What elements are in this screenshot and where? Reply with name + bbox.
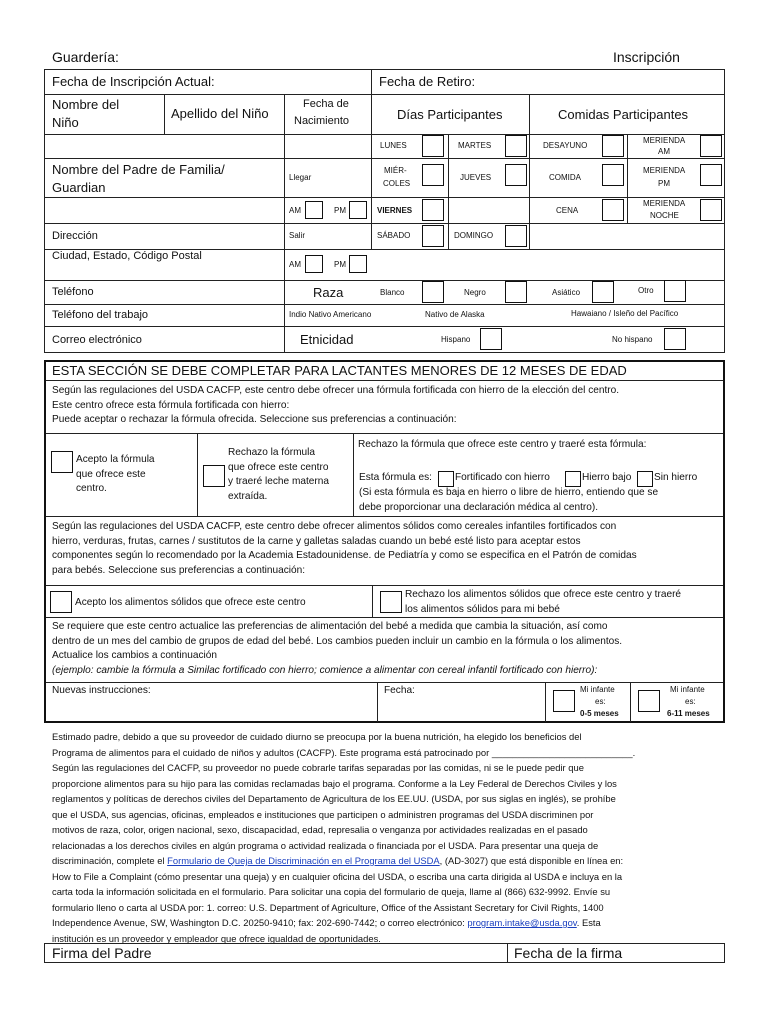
notice-line-14: institución es un proveedor y empleador que ofrece igualdad de oportunidades.	[52, 932, 381, 944]
depart-pm-checkbox[interactable]	[349, 255, 367, 273]
update-policy-example: (ejemplo: cambie la fórmula a Similac fortificado con hierro; comience a alimentar con cereal infantil fortificado con hierro):	[52, 664, 598, 676]
city-label: Ciudad, Estado, Código Postal	[52, 250, 202, 262]
friday-label: VIERNES	[377, 206, 413, 215]
arrive-pm-checkbox[interactable]	[349, 201, 367, 219]
days-label: Días Participantes	[397, 107, 503, 122]
race-alaska-label: Nativo de Alaska	[425, 310, 485, 319]
wednesday-label: MIÉR-	[384, 166, 407, 175]
fortified-iron-label: Fortificado con hierro	[455, 472, 550, 483]
medical-note-line-2: debe proporcionar una declaración médica al centro).	[359, 501, 599, 513]
parent-name-label: Nombre del Padre de Familia/	[52, 162, 225, 177]
tuesday-checkbox[interactable]	[505, 135, 527, 157]
accept-solids-checkbox[interactable]	[50, 591, 72, 613]
snack-am-checkbox[interactable]	[700, 135, 722, 157]
thursday-label: JUEVES	[460, 173, 492, 182]
tuesday-label: MARTES	[458, 141, 492, 150]
enrollment-label: Inscripción	[613, 49, 680, 65]
formula-is-label: Esta fórmula es:	[359, 472, 432, 483]
ethnicity-label: Etnicidad	[300, 332, 354, 347]
formula-policy-line-3: Puede aceptar o rechazar la fórmula ofrecida. Seleccione sus preferencias a continuación:	[52, 414, 457, 426]
arrive-label: Llegar	[289, 173, 312, 182]
phone-label: Teléfono	[52, 286, 94, 298]
medical-note-line-1: (Si esta fórmula es baja en hierro o libre de hierro, entiendo que se	[359, 487, 659, 498]
complaint-form-link[interactable]: Formulario de Queja de Discriminación en el Programa del USDA	[167, 855, 440, 866]
breakfast-label: DESAYUNO	[543, 141, 588, 150]
notice-line-3: Según las regulaciones del CACFP, su proveedor no puede cobrarle tarifas separadas por las comidas, ni se le puede pedir que	[52, 762, 584, 773]
email-link[interactable]: program.intake@usda.gov	[467, 917, 577, 928]
snack-night-label-2: NOCHE	[650, 211, 679, 220]
formula-policy-line-2: Este centro ofrece esta fórmula fortificada con hierro:	[52, 399, 290, 411]
sunday-checkbox[interactable]	[505, 225, 527, 247]
arrive-pm-label: PM	[334, 206, 346, 215]
work-phone-label: Teléfono del trabajo	[52, 309, 149, 321]
snack-pm-label-2: PM	[658, 179, 670, 188]
enrollment-date-label: Fecha de Inscripción Actual:	[52, 74, 215, 89]
monday-label: LUNES	[380, 141, 407, 150]
update-policy-line-1: Se requiere que este centro actualice las preferencias de alimentación del bebé a medida que cambia la situación, así como	[52, 621, 608, 632]
reject-formula-bring-label: Rechazo la fórmula que ofrece este centro y traeré esta fórmula:	[358, 439, 647, 450]
notice-line-11: carta toda la información solicitada en el formulario. Para solicitar una copia del formulario de queja, llame al (866) 632-9992. Envíe su	[52, 886, 611, 897]
race-label: Raza	[313, 285, 344, 300]
nondiscrimination-notice	[52, 729, 635, 946]
birth-date-label-2: Nacimiento	[294, 115, 350, 127]
snack-pm-checkbox[interactable]	[700, 164, 722, 186]
depart-label: Salir	[289, 231, 306, 240]
email-label: Correo electrónico	[52, 334, 142, 346]
race-other-label: Otro	[638, 286, 654, 295]
notice-line-9: discriminación, complete el Formulario de Queja de Discriminación en el Programa del USDA, (AD-3027) que está disponible en línea en:	[52, 855, 624, 866]
snack-am-label: MERIENDA	[643, 136, 686, 145]
friday-checkbox[interactable]	[422, 199, 444, 221]
meals-label: Comidas Participantes	[558, 107, 689, 122]
notice-line-6: que el USDA, sus agencias, oficinas, empleados e instituciones que participen o administren programas del USDA discriminen por	[52, 808, 594, 820]
infant-section-title: ESTA SECCIÓN SE DEBE COMPLETAR PARA LACTANTES MENORES DE 12 MESES DE EDAD	[52, 363, 627, 378]
notice-line-2: Programa de alimentos para el cuidado de niños y adultos (CACFP). Este programa está patrocinado por ___________________________.	[52, 746, 636, 758]
depart-am-checkbox[interactable]	[305, 255, 323, 273]
parent-name-label-2: Guardian	[52, 180, 106, 195]
arrive-am-checkbox[interactable]	[305, 201, 323, 219]
race-hawaiian-label: Hawaiano / Isleño del Pacífico	[571, 309, 679, 318]
snack-am-label-2: AM	[658, 147, 670, 156]
notice-line-12: formulario lleno o carta al USDA por: 1. correo: U.S. Department of Agriculture, Office of the Assistant Secretary for Civil Rights, 1400	[52, 901, 604, 913]
reject-formula-breastmilk-label-3: y traeré leche materna	[228, 476, 329, 488]
new-instructions-label: Nuevas instrucciones:	[52, 685, 151, 696]
fortified-iron-checkbox[interactable]	[438, 471, 454, 487]
update-policy-line-3: Actualice los cambios a continuación	[52, 650, 217, 662]
parent-signature-label: Firma del Padre	[52, 945, 152, 961]
reject-formula-breastmilk-checkbox[interactable]	[203, 465, 225, 487]
race-black-label: Negro	[464, 288, 486, 297]
race-native-american-label: Indio Nativo Americano	[289, 310, 372, 319]
race-white-label: Blanco	[380, 288, 405, 297]
snack-night-checkbox[interactable]	[700, 199, 722, 221]
update-policy-line-2: dentro de un mes del cambio de grupos de edad del bebé. Los cambios pueden incluir un cambio en la fórmula o los alimentos.	[52, 635, 623, 647]
depart-am-label: AM	[289, 260, 301, 269]
infant-0-5-label: Mi infante	[580, 685, 615, 694]
accept-formula-checkbox[interactable]	[51, 451, 73, 473]
non-hispanic-label: No hispano	[612, 335, 653, 344]
accept-formula-label-2: que ofrece este	[76, 468, 146, 480]
reject-formula-breastmilk-label: Rechazo la fórmula	[228, 447, 315, 458]
reject-solids-checkbox[interactable]	[380, 591, 402, 613]
solids-policy-line-4: para bebés. Seleccione sus preferencias a continuación:	[52, 564, 306, 576]
notice-line-10: How to File a Complaint (cómo presentar una queja) y en cualquier oficina del USDA, o escriba una carta dirigida al USDA e incluya en la	[52, 870, 623, 882]
hispanic-label: Hispano	[441, 335, 471, 344]
hispanic-checkbox[interactable]	[480, 328, 502, 350]
signature-date-label: Fecha de la firma	[514, 945, 623, 961]
wednesday-checkbox[interactable]	[422, 164, 444, 186]
notice-line-7: motivos de raza, color, origen nacional, sexo, discapacidad, edad, represalia o venganza por actividades realizadas en el pasado	[52, 824, 588, 835]
accept-formula-label: Acepto la fórmula	[76, 454, 155, 465]
snack-pm-label: MERIENDA	[643, 166, 686, 175]
notice-line-8: relacionadas a los derechos civiles en algún programa o actividad realizada o financiada por el USDA. Para presentar una queja de	[52, 839, 599, 851]
race-other-checkbox[interactable]	[664, 280, 686, 302]
saturday-label: SÁBADO	[377, 231, 411, 240]
address-label: Dirección	[52, 230, 98, 242]
reject-formula-breastmilk-label-4: extraída.	[228, 490, 268, 502]
race-asian-checkbox[interactable]	[592, 281, 614, 303]
solids-policy-line-2: hierro, verduras, frutas, carnes / sustitutos de la carne y galletas saladas cuando un bebé esté listo para aceptar estos	[52, 535, 581, 547]
infant-6-11-label-2: es:	[685, 697, 696, 706]
sunday-label: DOMINGO	[454, 231, 494, 240]
race-white-checkbox[interactable]	[422, 281, 444, 303]
solids-policy-line-1: Según las regulaciones del USDA CACFP, este centro debe ofrecer alimentos sólidos como cereales infantiles fortificados con	[52, 521, 617, 532]
saturday-checkbox[interactable]	[422, 225, 444, 247]
lunch-label: COMIDA	[549, 173, 581, 182]
reject-formula-breastmilk-label-2: que ofrece este centro	[228, 461, 329, 473]
infant-6-11-months-checkbox[interactable]	[638, 690, 660, 712]
thursday-checkbox[interactable]	[505, 164, 527, 186]
accept-formula-label-3: centro.	[76, 483, 107, 495]
solids-policy-line-3: componentes según lo recomendado por la Academia Estadounidense. de Pediatría y como se especifica en el Patrón de comidas	[52, 550, 637, 562]
race-asian-label: Asiático	[552, 288, 581, 297]
withdrawal-date-label: Fecha de Retiro:	[379, 74, 476, 89]
no-iron-label: Sin hierro	[654, 472, 698, 483]
accept-solids-label: Acepto los alimentos sólidos que ofrece este centro	[75, 597, 306, 608]
lunch-checkbox[interactable]	[602, 164, 624, 186]
low-iron-checkbox[interactable]	[565, 471, 581, 487]
daycare-label: Guardería:	[52, 49, 119, 65]
notice-line-4: proporcione alimentos para su hijo para las comidas reclamadas bajo el programa. Conforme a la Ley Federal de Derechos Civiles y los	[52, 777, 617, 789]
depart-pm-label: PM	[334, 260, 346, 269]
race-black-checkbox[interactable]	[505, 281, 527, 303]
child-first-name-label: Nombre del	[52, 97, 120, 112]
formula-policy-line-1: Según las regulaciones del USDA CACFP, este centro debe ofrecer una fórmula fortificada con hierro de la elección del centro.	[52, 385, 620, 396]
reject-solids-label-2: los alimentos sólidos para mi bebé	[405, 603, 560, 615]
snack-night-label: MERIENDA	[643, 199, 686, 208]
dinner-checkbox[interactable]	[602, 199, 624, 221]
infant-6-11-label-3: 6-11 meses	[667, 709, 710, 718]
notice-line-5: reglamentos y políticas de derechos civiles del Departamento de Agricultura de los EE.UU. (USDA, por sus siglas en inglés), se prohíbe	[52, 793, 616, 804]
infant-0-5-label-3: 0-5 meses	[580, 709, 619, 718]
child-first-name-label-2: Niño	[52, 115, 79, 130]
infant-0-5-months-checkbox[interactable]	[553, 690, 575, 712]
dinner-label: CENA	[556, 206, 579, 215]
monday-checkbox[interactable]	[422, 135, 444, 157]
arrive-am-label: AM	[289, 206, 301, 215]
no-iron-checkbox[interactable]	[637, 471, 653, 487]
birth-date-label: Fecha de	[303, 98, 349, 110]
non-hispanic-checkbox[interactable]	[664, 328, 686, 350]
low-iron-label: Hierro bajo	[582, 472, 632, 483]
infant-6-11-label: Mi infante	[670, 685, 705, 694]
infant-0-5-label-2: es:	[595, 697, 606, 706]
wednesday-label-2: COLES	[383, 179, 411, 188]
instructions-date-label: Fecha:	[384, 685, 415, 696]
child-last-name-label: Apellido del Niño	[171, 106, 269, 121]
breakfast-checkbox[interactable]	[602, 135, 624, 157]
notice-line-13: Independence Avenue, SW, Washington D.C. 20250-9410; fax: 202-690-7442; o correo electrónico: program.intake@usda.gov. Esta	[52, 917, 601, 928]
reject-solids-label: Rechazo los alimentos sólidos que ofrece este centro y traeré	[405, 589, 682, 600]
notice-line-1: Estimado padre, debido a que su proveedor de cuidado diurno se preocupa por la buena nutrición, ha elegido los beneficios del	[52, 731, 582, 742]
